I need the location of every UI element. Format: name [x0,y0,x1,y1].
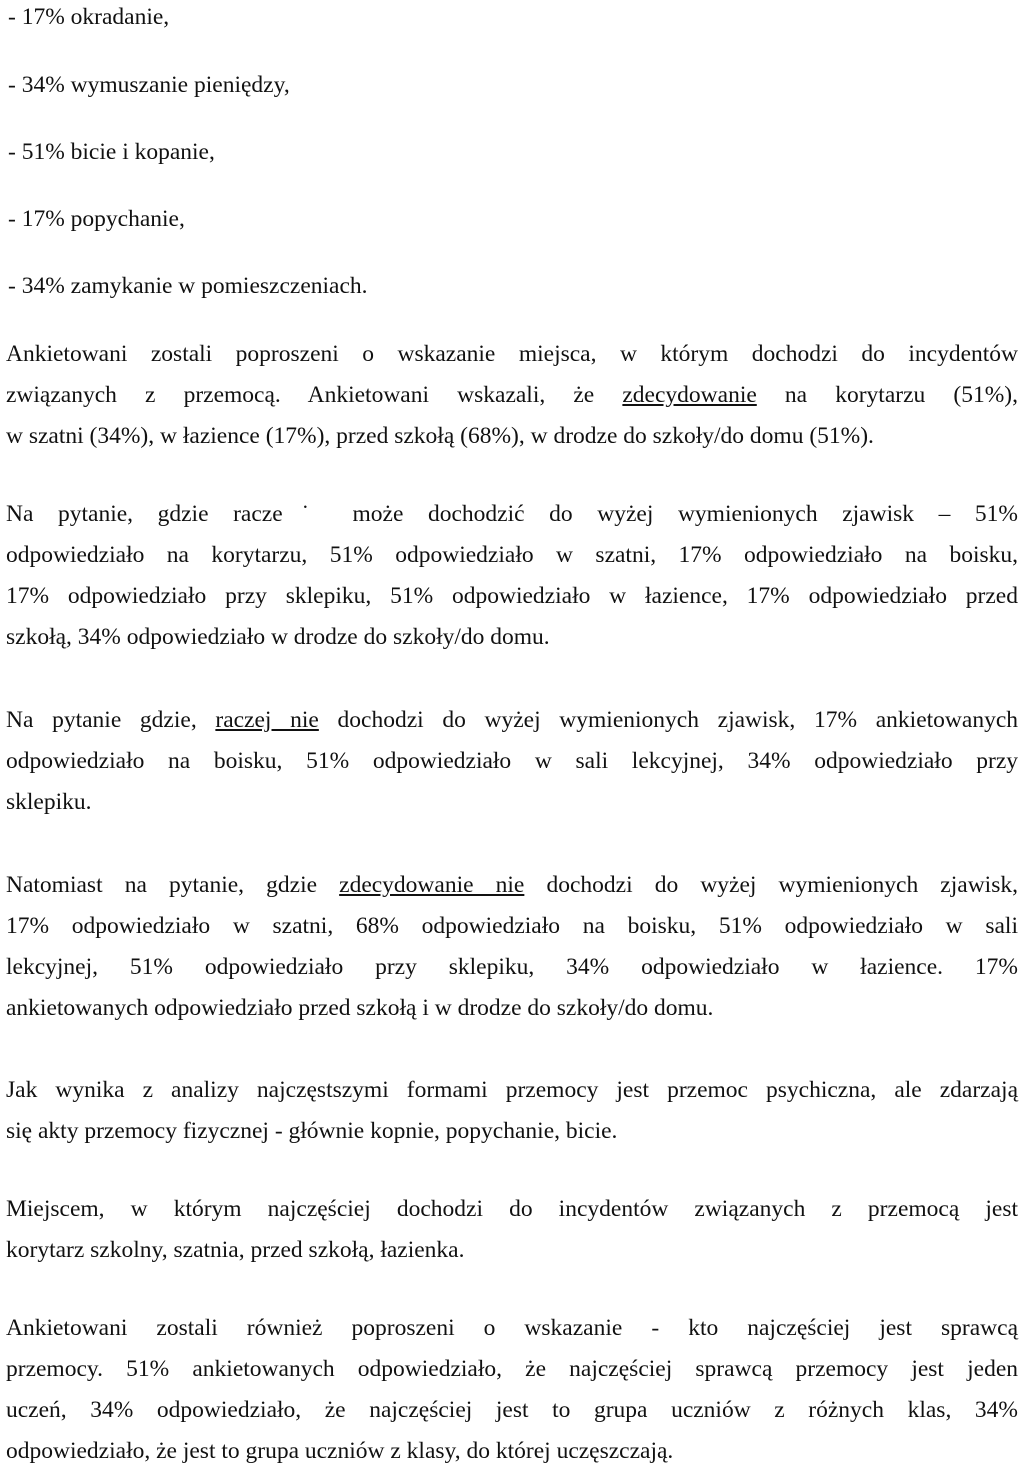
list-item-okradanie: - 17% okradanie, [8,4,170,30]
text-line: korytarz szkolny, szatnia, przed szkołą, łazienka. [6,1237,465,1263]
text-line: ankietowanych odpowiedziało przed szkołą i w drodze do szkoły/do domu. [6,995,714,1021]
list-item-popychanie: - 17% popychanie, [8,206,185,232]
text-line: Na pytanie gdzie, raczej nie dochodzi do wyżej wymienionych zjawisk, 17% ankietowanych [6,707,1018,733]
underlined-emphasis: raczej nie [215,707,319,733]
text-line: Natomiast na pytanie, gdzie zdecydowanie nie dochodzi do wyżej wymienionych zjawisk, [6,872,1018,898]
text-line: uczeń, 34% odpowiedziało, że najczęściej jest to grupa uczniów z różnych klas, 34% [6,1397,1018,1423]
text-line: 17% odpowiedziało w szatni, 68% odpowiedziało na boisku, 51% odpowiedziało w sali [6,913,1018,939]
text-line: lekcyjnej, 51% odpowiedziało przy sklepiku, 34% odpowiedziało w łazience. 17% [6,954,1018,980]
text-line: odpowiedziało, że jest to grupa uczniów z klasy, do której uczęszczają. [6,1438,674,1464]
text-line: się akty przemocy fizycznej - głównie kopnie, popychanie, bicie. [6,1118,618,1144]
paragraph-rather-places [6,494,1018,658]
paragraph-definitely-not-places [6,865,1018,1029]
text-line: sklepiku. [6,789,92,815]
paragraph-rather-not-places [6,700,1018,823]
text-line: przemocy. 51% ankietowanych odpowiedziało, że najczęściej sprawcą przemocy jest jeden [6,1356,1018,1382]
text-line: w szatni (34%), w łazience (17%), przed szkołą (68%), w drodze do szkoły/do domu (51%). [6,423,874,449]
paragraph-most-common-place [6,1189,1018,1271]
text-line: związanych z przemocą. Ankietowani wskazali, że zdecydowanie na korytarzu (51%), [6,382,1018,408]
underlined-emphasis: zdecydowanie [622,382,757,408]
list-item-bicie: - 51% bicie i kopanie, [8,139,215,165]
text-line: Jak wynika z analizy najczęstszymi formami przemocy jest przemoc psychiczna, ale zdarzają [6,1077,1018,1103]
paragraph-places-violence [6,334,1018,457]
list-item-wymuszanie: - 34% wymuszanie pieniędzy, [8,72,290,98]
text-line: Na pytanie, gdzie racze˙ może dochodzić do wyżej wymienionych zjawisk – 51% [6,501,1018,527]
underlined-emphasis: zdecydowanie nie [339,872,525,898]
list-item-zamykanie: - 34% zamykanie w pomieszczeniach. [8,273,368,299]
paragraph-perpetrators [6,1308,1018,1472]
text-line: odpowiedziało na boisku, 51% odpowiedziało w sali lekcyjnej, 34% odpowiedziało przy [6,748,1018,774]
text-line: Ankietowani zostali poproszeni o wskazanie miejsca, w którym dochodzi do incydentów [6,341,1018,367]
text-line: 17% odpowiedziało przy sklepiku, 51% odpowiedziało w łazience, 17% odpowiedziało przed [6,583,1018,609]
text-line: szkołą, 34% odpowiedziało w drodze do szkoły/do domu. [6,624,550,650]
text-line: Ankietowani zostali również poproszeni o wskazanie - kto najczęściej jest sprawcą [6,1315,1018,1341]
paragraph-analysis-forms [6,1070,1018,1152]
text-line: Miejscem, w którym najczęściej dochodzi do incydentów związanych z przemocą jest [6,1196,1018,1222]
text-line: odpowiedziało na korytarzu, 51% odpowiedziało w szatni, 17% odpowiedziało na boisku, [6,542,1018,568]
